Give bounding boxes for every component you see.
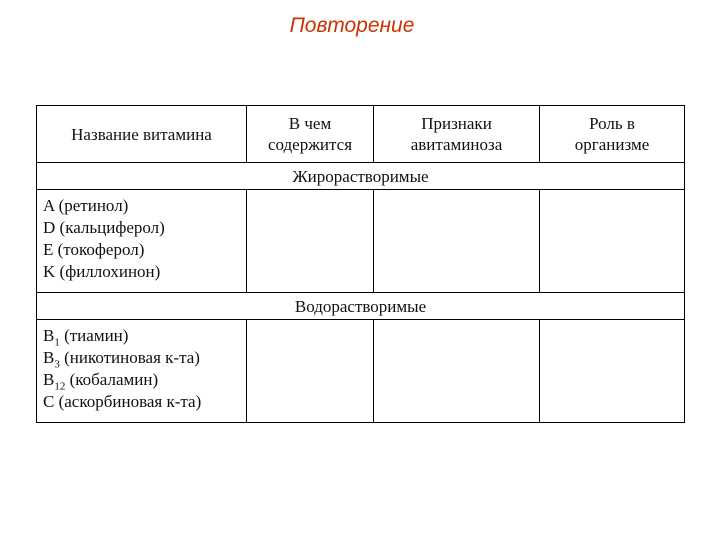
header-row [37,106,685,163]
empty-cell-source[interactable] [247,190,374,293]
data-row-fat-soluble [37,190,685,293]
vitamin-item: K (филлохинон) [43,262,161,281]
header-vitamin-name: Название витамина [37,106,247,163]
section-row-water-soluble [37,293,685,320]
empty-cell-role[interactable] [540,320,685,423]
page-title: Повторение [289,14,415,37]
section-row-fat-soluble [37,163,685,190]
header-role-line2: организме [574,135,650,154]
vitamin-list-fat-soluble [37,190,247,293]
empty-cell-signs[interactable] [374,190,540,293]
empty-cell-role[interactable] [540,190,685,293]
vitamins-table [36,105,685,423]
section-label-fat-soluble: Жирорастворимые [37,163,685,190]
header-signs-line1: Признаки [421,114,492,133]
vitamin-item: $B_{12}$ (кобаламин) [43,370,159,393]
vitamin-item: $B_3$ (никотиновая к-та) [43,348,200,371]
header-deficiency-signs [374,106,540,163]
empty-cell-source[interactable] [247,320,374,423]
header-role [540,106,685,163]
header-role-line1: Роль в [589,114,635,133]
vitamin-item: E (токоферол) [43,240,145,259]
vitamin-item: D (кальциферол) [43,218,165,237]
section-label-water-soluble: Водорастворимые [37,293,685,320]
vitamin-list-water-soluble [37,320,247,423]
header-source [247,106,374,163]
header-source-line2: содержится [267,135,353,154]
header-signs-line2: авитаминоза [410,135,503,154]
vitamin-item: $B_1$ (тиамин) [43,326,129,349]
data-row-water-soluble [37,320,685,423]
vitamin-item: A (ретинол) [43,196,129,215]
header-source-line1: В чем [288,114,332,133]
empty-cell-signs[interactable] [374,320,540,423]
vitamin-item: C (аскорбиновая к-та) [43,392,202,411]
